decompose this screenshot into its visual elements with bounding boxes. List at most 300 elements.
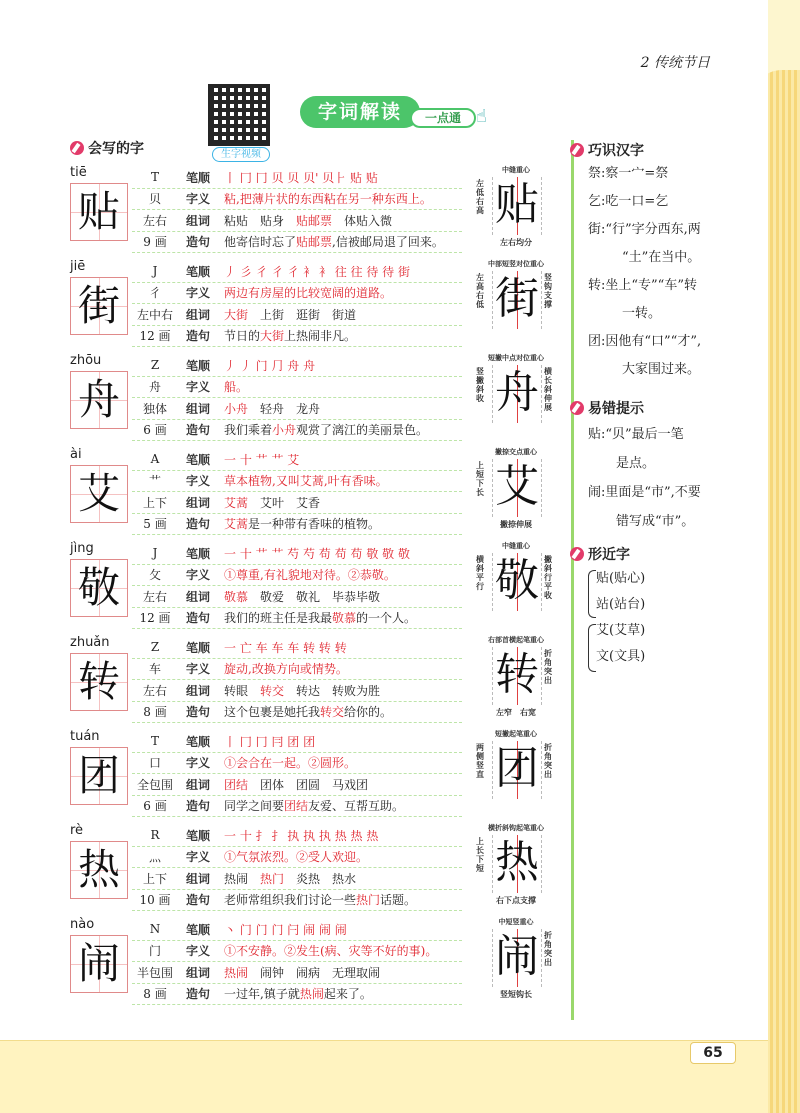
structure: 左右 bbox=[142, 213, 167, 228]
guide-heading: 中部短竖对位重心 bbox=[488, 260, 544, 268]
guide-character: 转 bbox=[492, 647, 542, 705]
guide-left-note: 左低右高 bbox=[476, 179, 484, 215]
guide-character: 敬 bbox=[492, 553, 542, 611]
words-label: 组词 bbox=[185, 871, 210, 886]
guide-bottom-note: 左右均分 bbox=[500, 238, 532, 247]
sentence bbox=[218, 515, 462, 532]
strokes-label: 笔顺 bbox=[185, 452, 210, 467]
radical: 彳 bbox=[148, 286, 161, 301]
guide-character: 闹 bbox=[492, 929, 542, 987]
strokes-label: 笔顺 bbox=[185, 922, 210, 937]
radical: 灬 bbox=[148, 850, 161, 865]
meaning: 两边有房屋的比较宽阔的道路。 bbox=[224, 286, 393, 301]
stroke-order: 丨 冂 冂 贝 贝 贝' 贝⺊ 贴 贴 bbox=[224, 170, 378, 185]
words bbox=[218, 306, 462, 323]
qr-code-image[interactable] bbox=[208, 84, 270, 146]
words-text: 团体 团圆 马戏团 bbox=[248, 777, 369, 792]
guide-bottom-note: 左窄 右宽 bbox=[496, 708, 536, 717]
writing-guide bbox=[476, 447, 556, 537]
guide-heading: 中缝重心 bbox=[502, 166, 530, 174]
guide-heading: 短撇起笔重心 bbox=[495, 730, 537, 738]
stroke-order: 丿 丿 门 ⺆ 舟 舟 bbox=[224, 358, 316, 373]
structure: 独体 bbox=[142, 401, 167, 416]
sentence bbox=[218, 985, 462, 1002]
words bbox=[218, 776, 462, 793]
guide-character: 街 bbox=[492, 271, 542, 329]
sentence-text: 他寄信时忘了 bbox=[224, 235, 297, 250]
index-letter: N bbox=[149, 922, 161, 937]
character-details bbox=[132, 825, 462, 911]
index-letter: T bbox=[150, 170, 159, 185]
stroke-count: 6 画 bbox=[143, 799, 167, 814]
words-highlight: 团结 bbox=[224, 777, 249, 792]
words-text: 轻舟 龙舟 bbox=[248, 401, 321, 416]
sentence-highlight: 团结 bbox=[284, 799, 309, 814]
structure: 左右 bbox=[142, 589, 167, 604]
guide-right-note: 撇斜行平收 bbox=[544, 555, 552, 600]
page-footer-band bbox=[0, 1040, 768, 1113]
strokes-row bbox=[132, 543, 462, 565]
structure: 左中右 bbox=[136, 307, 173, 322]
character-entry bbox=[68, 635, 556, 725]
character-left bbox=[68, 353, 132, 443]
words-text: 粘贴 贴身 bbox=[224, 213, 297, 228]
stroke-count: 6 画 bbox=[143, 423, 167, 438]
mistake-line: 是点。 bbox=[616, 456, 656, 471]
character-details bbox=[132, 355, 462, 441]
character-entry bbox=[68, 259, 556, 349]
meaning-row bbox=[132, 941, 462, 963]
structure: 上下 bbox=[142, 495, 167, 510]
section-banner: 字词解读 bbox=[300, 96, 420, 128]
pencil-icon bbox=[570, 401, 584, 415]
stroke-order: 丿 彡 彳 彳 彳 衤 衤 往 往 待 待 街 bbox=[224, 264, 410, 279]
sentence-row bbox=[132, 890, 462, 912]
sentence-highlight: 大街 bbox=[260, 329, 285, 344]
meaning-row bbox=[132, 283, 462, 305]
radical: 舟 bbox=[148, 380, 161, 395]
radical: 车 bbox=[148, 662, 161, 677]
sentence-row bbox=[132, 608, 462, 630]
guide-right-note: 折角突出 bbox=[544, 649, 552, 685]
index-letter: Z bbox=[150, 358, 160, 373]
writing-guide bbox=[476, 729, 556, 819]
sentence-label: 造句 bbox=[185, 517, 210, 532]
strokes-row bbox=[132, 825, 462, 847]
sentence-text: 起来了。 bbox=[323, 987, 372, 1002]
words bbox=[218, 682, 462, 699]
sentence-text: 老师常组织我们讨论一些 bbox=[224, 893, 357, 908]
sentence bbox=[218, 891, 462, 908]
words-text: 艾叶 艾香 bbox=[248, 495, 321, 510]
character-left bbox=[68, 541, 132, 631]
sentence bbox=[218, 797, 462, 814]
stroke-order: 一 亡 车 车 车 转 转 转 bbox=[224, 640, 347, 655]
guide-bottom-note: 竖短钩长 bbox=[500, 990, 532, 999]
guide-character: 舟 bbox=[492, 365, 542, 423]
pinyin: rè bbox=[70, 823, 84, 838]
sentence-label: 造句 bbox=[185, 799, 210, 814]
pencil-icon bbox=[570, 547, 584, 561]
words-label: 组词 bbox=[185, 777, 210, 792]
stroke-order: 丶 门 门 门 闩 闹 闹 闹 bbox=[224, 922, 347, 937]
writing-guide bbox=[476, 165, 556, 255]
sentence-text: 我们乘着 bbox=[224, 423, 273, 438]
strokes-label: 笔顺 bbox=[185, 358, 210, 373]
pinyin: jìng bbox=[70, 541, 94, 556]
character-left bbox=[68, 447, 132, 537]
meaning-row bbox=[132, 471, 462, 493]
words-row bbox=[132, 492, 462, 514]
pinyin: zhuǎn bbox=[70, 635, 110, 650]
stroke-order: 丨 冂 冂 冃 团 团 bbox=[224, 734, 316, 749]
strokes-row bbox=[132, 167, 462, 189]
recognize-list bbox=[586, 160, 762, 384]
similar-brace bbox=[588, 624, 596, 672]
stroke-count: 12 画 bbox=[139, 329, 171, 344]
similar-item: 站(站台) bbox=[596, 597, 646, 612]
strokes-label: 笔顺 bbox=[185, 264, 210, 279]
character-grid: 热 bbox=[70, 841, 128, 899]
index-letter: J bbox=[152, 546, 158, 561]
character-left bbox=[68, 165, 132, 255]
words-highlight: 转交 bbox=[260, 683, 285, 698]
writing-guide bbox=[476, 353, 556, 443]
guide-character: 贴 bbox=[492, 177, 542, 235]
character-details bbox=[132, 731, 462, 817]
words-text: 炎热 热水 bbox=[284, 871, 357, 886]
words-row bbox=[132, 868, 462, 890]
sentence-label: 造句 bbox=[185, 423, 210, 438]
character-entry bbox=[68, 353, 556, 443]
similar-section-title: 形近字 bbox=[570, 544, 630, 564]
radical: 门 bbox=[148, 944, 161, 959]
guide-character: 艾 bbox=[492, 459, 542, 517]
recognize-line: 一转。 bbox=[622, 306, 662, 321]
words-label: 组词 bbox=[185, 589, 210, 604]
words-label: 组词 bbox=[185, 683, 210, 698]
mistake-line: 贴:“贝”最后一笔 bbox=[588, 427, 684, 442]
stroke-count: 8 画 bbox=[143, 987, 167, 1002]
guide-right-note: 折角突出 bbox=[544, 743, 552, 779]
stroke-order: 一 十 扌 扌 执 执 执 热 热 热 bbox=[224, 828, 379, 843]
words-text: 转达 转败为胜 bbox=[284, 683, 381, 698]
words-highlight: 热闹 bbox=[224, 965, 249, 980]
character-entry bbox=[68, 823, 556, 913]
character-entry bbox=[68, 729, 556, 819]
guide-left-note: 左高右低 bbox=[476, 273, 484, 309]
sentence-text: 的一个人。 bbox=[356, 611, 417, 626]
sentence-row bbox=[132, 232, 462, 254]
stroke-count: 10 画 bbox=[139, 893, 171, 908]
sentence-text: 上热闹非凡。 bbox=[284, 329, 357, 344]
sentence-text: 同学之间要 bbox=[224, 799, 285, 814]
structure: 全包围 bbox=[136, 777, 173, 792]
sentence-label: 造句 bbox=[185, 987, 210, 1002]
similar-list bbox=[596, 566, 645, 670]
writing-guide bbox=[476, 917, 556, 1007]
pencil-icon bbox=[570, 143, 584, 157]
structure: 半包围 bbox=[136, 965, 173, 980]
meaning: 船。 bbox=[224, 380, 249, 395]
character-details bbox=[132, 543, 462, 629]
pinyin: zhōu bbox=[70, 353, 102, 368]
mistake-line: 错写成“巿”。 bbox=[616, 514, 695, 529]
sentence-highlight: 小舟 bbox=[272, 423, 297, 438]
meaning-row bbox=[132, 189, 462, 211]
guide-right-note: 竖钩支撑 bbox=[544, 273, 552, 309]
character-entry bbox=[68, 541, 556, 631]
character-details bbox=[132, 167, 462, 253]
qr-label: 生字视频 bbox=[212, 147, 270, 162]
sentence-row bbox=[132, 796, 462, 818]
meaning-label: 字义 bbox=[185, 568, 210, 583]
character-grid: 团 bbox=[70, 747, 128, 805]
words bbox=[218, 212, 462, 229]
index-letter: R bbox=[150, 828, 160, 843]
radical: 贝 bbox=[148, 192, 161, 207]
guide-heading: 撇捺交点重心 bbox=[495, 448, 537, 456]
character-entry bbox=[68, 917, 556, 1007]
guide-left-note: 横斜平行 bbox=[476, 555, 484, 591]
mistakes-section-title: 易错提示 bbox=[570, 398, 644, 418]
strokes-row bbox=[132, 731, 462, 753]
similar-item: 贴(贴心) bbox=[596, 571, 646, 586]
character-grid: 艾 bbox=[70, 465, 128, 523]
page-number: 65 bbox=[690, 1042, 736, 1064]
sentence-label: 造句 bbox=[185, 893, 210, 908]
words-row bbox=[132, 586, 462, 608]
sentence-row bbox=[132, 326, 462, 348]
character-left bbox=[68, 729, 132, 819]
sentence-text: ,信被邮局退了回来。 bbox=[332, 235, 444, 250]
words-text: 敬爱 敬礼 毕恭毕敬 bbox=[248, 589, 381, 604]
meaning-row bbox=[132, 847, 462, 869]
guide-left-note: 竖撇斜收 bbox=[476, 367, 484, 403]
meaning-label: 字义 bbox=[185, 192, 210, 207]
words-row bbox=[132, 398, 462, 420]
mistakes-list bbox=[586, 420, 762, 536]
radical: 艹 bbox=[148, 474, 161, 489]
words-label: 组词 bbox=[185, 495, 210, 510]
guide-heading: 中缝重心 bbox=[502, 542, 530, 550]
sentence-highlight: 热门 bbox=[356, 893, 381, 908]
pinyin: nào bbox=[70, 917, 95, 932]
guide-heading: 横折斜钩起笔重心 bbox=[488, 824, 544, 832]
pinyin: tiē bbox=[70, 165, 87, 180]
sentence-highlight: 转交 bbox=[320, 705, 345, 720]
pencil-icon bbox=[70, 141, 84, 155]
character-details bbox=[132, 637, 462, 723]
words-label: 组词 bbox=[185, 401, 210, 416]
recognize-section-title: 巧识汉字 bbox=[570, 140, 644, 160]
strokes-row bbox=[132, 637, 462, 659]
sentence-text: 给你的。 bbox=[344, 705, 393, 720]
pinyin: jiē bbox=[70, 259, 86, 274]
meaning: 旋动,改换方向或情势。 bbox=[224, 662, 348, 677]
words-row bbox=[132, 962, 462, 984]
write-section-title: 会写的字 bbox=[70, 138, 144, 158]
character-grid: 转 bbox=[70, 653, 128, 711]
pinyin: ài bbox=[70, 447, 82, 462]
words-row bbox=[132, 304, 462, 326]
sentence-highlight: 热闹 bbox=[299, 987, 324, 1002]
sentence-label: 造句 bbox=[185, 235, 210, 250]
character-details bbox=[132, 919, 462, 1005]
sentence bbox=[218, 327, 462, 344]
section-banner-sub: 一点通 bbox=[410, 108, 476, 128]
chapter-title: 2 传统节日 bbox=[640, 55, 710, 71]
character-left bbox=[68, 917, 132, 1007]
strokes-label: 笔顺 bbox=[185, 734, 210, 749]
strokes-row bbox=[132, 355, 462, 377]
sentence-label: 造句 bbox=[185, 329, 210, 344]
words-text: 转眼 bbox=[224, 683, 261, 698]
character-entry bbox=[68, 447, 556, 537]
stroke-order: 一 十 艹 艹 芍 芍 苟 苟 苟 敬 敬 敬 bbox=[224, 546, 410, 561]
guide-right-note: 横长斜伸展 bbox=[544, 367, 552, 412]
meaning-label: 字义 bbox=[185, 850, 210, 865]
index-letter: J bbox=[152, 264, 158, 279]
recognize-line: 团:因他有“口”“才”, bbox=[588, 334, 702, 349]
meaning: ①气氛浓烈。②受人欢迎。 bbox=[224, 850, 369, 865]
guide-left-note: 两侧竖直 bbox=[476, 743, 484, 779]
words bbox=[218, 964, 462, 981]
words-label: 组词 bbox=[185, 307, 210, 322]
guide-left-note: 上短下长 bbox=[476, 461, 484, 497]
character-left bbox=[68, 823, 132, 913]
writing-guide bbox=[476, 823, 556, 913]
guide-bottom-note: 撇捺伸展 bbox=[500, 520, 532, 529]
column-divider bbox=[571, 140, 574, 1020]
similar-brace bbox=[588, 570, 596, 618]
character-grid: 舟 bbox=[70, 371, 128, 429]
words-highlight: 敬慕 bbox=[224, 589, 249, 604]
meaning-label: 字义 bbox=[185, 756, 210, 771]
sentence-row bbox=[132, 420, 462, 442]
guide-right-note: 折角突出 bbox=[544, 931, 552, 967]
stroke-count: 5 画 bbox=[143, 517, 167, 532]
character-details bbox=[132, 449, 462, 535]
strokes-row bbox=[132, 919, 462, 941]
words-label: 组词 bbox=[185, 213, 210, 228]
index-letter: Z bbox=[150, 640, 160, 655]
character-grid: 街 bbox=[70, 277, 128, 335]
words-row bbox=[132, 680, 462, 702]
writing-guide bbox=[476, 635, 556, 725]
sentence-text: 友爱、互帮互助。 bbox=[308, 799, 405, 814]
recognize-line: 转:坐上“专”“车”转 bbox=[588, 278, 697, 293]
words bbox=[218, 588, 462, 605]
meaning-label: 字义 bbox=[185, 474, 210, 489]
sentence bbox=[218, 233, 462, 250]
character-entry bbox=[68, 165, 556, 255]
words bbox=[218, 870, 462, 887]
meaning-row bbox=[132, 659, 462, 681]
meaning: ①会合在一起。②圆形。 bbox=[224, 756, 357, 771]
sentence-highlight: 贴邮票 bbox=[296, 235, 333, 250]
words-text: 闹钟 闹病 无理取闹 bbox=[248, 965, 381, 980]
strokes-label: 笔顺 bbox=[185, 170, 210, 185]
words-highlight: 小舟 bbox=[224, 401, 249, 416]
sentence-label: 造句 bbox=[185, 611, 210, 626]
strokes-row bbox=[132, 449, 462, 471]
sentence-row bbox=[132, 702, 462, 724]
similar-item: 艾(艾草) bbox=[596, 623, 646, 638]
sentence bbox=[218, 703, 462, 720]
guide-character: 团 bbox=[492, 741, 542, 799]
sentence-label: 造句 bbox=[185, 705, 210, 720]
words-text: 热闹 bbox=[224, 871, 261, 886]
character-grid: 敬 bbox=[70, 559, 128, 617]
meaning: ①不安静。②发生(病、灾等不好的事)。 bbox=[224, 944, 438, 959]
guide-heading: 短撇中点对位重心 bbox=[488, 354, 544, 362]
radical: 口 bbox=[148, 756, 161, 771]
character-grid: 贴 bbox=[70, 183, 128, 241]
guide-heading: 中短竖重心 bbox=[498, 918, 534, 926]
index-letter: T bbox=[150, 734, 159, 749]
stroke-order: 一 十 艹 艹 艾 bbox=[224, 452, 300, 467]
character-left bbox=[68, 635, 132, 725]
meaning: 粘,把薄片状的东西粘在另一种东西上。 bbox=[224, 192, 432, 207]
character-grid: 闹 bbox=[70, 935, 128, 993]
words-text: 体贴入微 bbox=[332, 213, 393, 228]
stroke-count: 9 画 bbox=[143, 235, 167, 250]
guide-left-note: 上长下短 bbox=[476, 837, 484, 873]
meaning-row bbox=[132, 565, 462, 587]
meaning: ①尊重,有礼貌地对待。②恭敬。 bbox=[224, 568, 396, 583]
words-row bbox=[132, 210, 462, 232]
writing-guide bbox=[476, 259, 556, 349]
recognize-line: 祭:察一宀=祭 bbox=[588, 166, 669, 181]
sentence-text: 是一种带有香味的植物。 bbox=[248, 517, 381, 532]
mistake-line: 闹:里面是“市”,不要 bbox=[588, 485, 701, 500]
words-highlight: 热门 bbox=[260, 871, 285, 886]
recognize-line: 街:“行”字分西东,两 bbox=[588, 222, 701, 237]
index-letter: A bbox=[150, 452, 160, 467]
strokes-label: 笔顺 bbox=[185, 828, 210, 843]
sentence-text: 话题。 bbox=[380, 893, 417, 908]
strokes-label: 笔顺 bbox=[185, 640, 210, 655]
words-highlight: 艾蒿 bbox=[224, 495, 249, 510]
sentence-text: 一过年,镇子就 bbox=[224, 987, 300, 1002]
words-text: 上街 逛街 街道 bbox=[248, 307, 357, 322]
words-highlight: 大街 bbox=[224, 307, 249, 322]
meaning-label: 字义 bbox=[185, 286, 210, 301]
character-details bbox=[132, 261, 462, 347]
sentence-row bbox=[132, 514, 462, 536]
character-left bbox=[68, 259, 132, 349]
meaning: 草本植物,又叫艾蒿,叶有香味。 bbox=[224, 474, 388, 489]
meaning-label: 字义 bbox=[185, 380, 210, 395]
recognize-line: 乞:吃一口=乞 bbox=[588, 194, 669, 209]
guide-heading: 右部首横起笔重心 bbox=[488, 636, 544, 644]
sentence-text: 这个包裹是她托我 bbox=[224, 705, 321, 720]
pointing-hand-icon: ☝ bbox=[476, 106, 487, 127]
meaning-label: 字义 bbox=[185, 662, 210, 677]
sentence bbox=[218, 609, 462, 626]
sentence bbox=[218, 421, 462, 438]
sentence-text: 观赏了漓江的美丽景色。 bbox=[296, 423, 429, 438]
recognize-line: 大家围过来。 bbox=[622, 362, 701, 377]
guide-bottom-note: 右下点支撑 bbox=[496, 896, 536, 905]
meaning-row bbox=[132, 753, 462, 775]
stroke-count: 8 画 bbox=[143, 705, 167, 720]
words-label: 组词 bbox=[185, 965, 210, 980]
similar-item: 文(文具) bbox=[596, 649, 646, 664]
writing-guide bbox=[476, 541, 556, 631]
guide-character: 热 bbox=[492, 835, 542, 893]
